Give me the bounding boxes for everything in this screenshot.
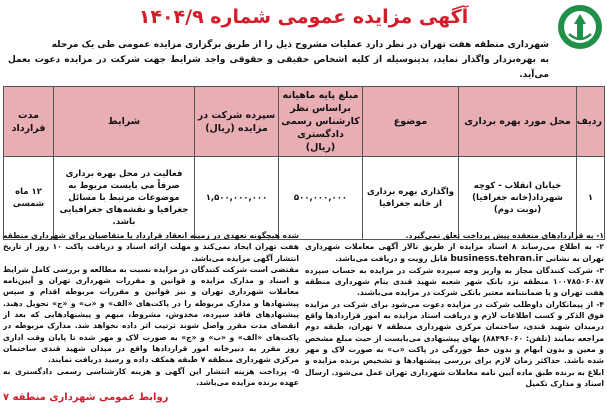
footer-signature: روابط عمومی شهرداری منطقه ۷ bbox=[3, 392, 169, 404]
intro-text bbox=[8, 38, 549, 83]
table-row bbox=[4, 157, 605, 240]
clause-2-tail: قابل رویت و دریافت می‌باشد. bbox=[335, 253, 448, 263]
cell-location: خیابان انقلاب - کوچه شهرداد(خانه جغرافیا)(نوبت دوم) bbox=[459, 157, 577, 240]
clause-submission: مقتضی است شرکت کنندگان در مزایده نسبت به مطالعه و بررسی کامل شرایط و اسناد و مدارک مزایده و قوانین و مقررات شهرداری تهران و آیین‌نامه معاملات شهرداری تهران و نیز قوانین و مقررات مربوطه اقدام و سپس پیشنهادها و مدارک مربوطه را در پاکت‌های «الف» و «ب» و «ج» تحویل دهند. پیشنهادهای فاقد سپرده، مخدوش، مشروط، مبهم و پیشنهادهایی که بعد از انقضای مدت مقرر واصل شوند ترتیب اثر داده نخواهد شد. مدارک مربوطه در پاکت‌های «الف» و «ب» و «ج» به صورت لاک و مهر شده تا پایان وقت اداری روز مقرر به دبیرخانه امور قراردادها واقع در میدان شهید قندی ساختمان مرکزی شهرداری منطقه ۷ طبقه همکف داده و رسید دریافت نمایند. bbox=[3, 264, 299, 365]
page-title: آگهی مزایده عمومی شماره ۱۴۰۴/۹ bbox=[138, 6, 469, 28]
header-row-number: ردیف bbox=[577, 87, 605, 157]
cell-row-number: ۱ bbox=[577, 157, 605, 240]
business-tehran-link[interactable]: business.tehran.ir bbox=[450, 253, 543, 264]
table-header-row bbox=[4, 87, 605, 157]
clause-4: ۴- از پیمانکاران داوطلب شرکت در مزایده دعوت می‌شود برای شرکت در مزایده فوق الذکر و کسب اطلاعات لازم و دریافت اسناد مزایده به امور قراردادها واقع درمیدان شهید قندی، ساختمان مرکزی شهرداری منطقه ۷ تهران، طبقه دوم مراجعه نمایند (تلفن: ۸۸۴۹۶۰۶۰) بهای پیشنهادی می‌بایست از حیث مبلغ مشخص و معین و بدون ابهام و بدون خط خوردگی در پاکت «ب» به صورت لاک و مهر شده باشد. حداکثر زمان لازم برای بررسی پیشنهادها و تشخیص برنده مزایده و ابلاغ به برنده طبق ماده آیین نامه معاملات شهرداری تهران عمل می‌شود. ارسال اسناد و مدارک تکمیل bbox=[305, 299, 604, 388]
header-conditions: شرایط bbox=[54, 87, 195, 157]
cell-conditions: فعالیت در محل بهره برداری صرفاً می بایست مربوط به موضوعات مرتبط با مسائل جغرافیا و نقشه‌های جغرافیایی باشد. bbox=[54, 157, 195, 240]
clause-3: ۳- شرکت کنندگان مجاز به واریز وجه سپرده شرکت در مزایده به حساب سپرده ۱۰۰۷۸۵۰۶۰۸۷ منطقه نزد بانک شهر شعبه شهید قندی بنام شهرداری منطقه هفت تهران و یا ضمانتنامه معتبر بانکی شرکت در مزایده می‌باشند. bbox=[305, 265, 604, 298]
header-base-price: مبلغ پایه ماهیانه براساس نظر کارشناس رسمی دادگستری (ریال) bbox=[279, 87, 363, 157]
clause-4-continued: شده هیچگونه تعهدی در زمینه انعقاد قرارداد با متقاضیان برای شهرداری منطقه هفت تهران ایجاد نمی‌کند و مهلت ارائه اسناد و دریافت پاکت ۱۰ روز از تاریخ انتشار آگهی مزایده می‌باشد. bbox=[3, 231, 299, 263]
notice-body bbox=[3, 230, 604, 413]
header-location: محل مورد بهره برداری bbox=[459, 87, 577, 157]
intro-line-2: به بهره‌بردار واگذار نماید، بدینوسیله از کلیه اشخاص حقیقی و حقوقی واجد شرایط جهت شرکت در مزایده دعوت بعمل می‌آید. bbox=[8, 55, 549, 80]
auction-table bbox=[3, 86, 605, 240]
body-column-left bbox=[3, 230, 299, 413]
header-subject: موضوع bbox=[363, 87, 459, 157]
clause-2 bbox=[305, 241, 604, 265]
cell-base-price: ۵۰۰,۰۰۰,۰۰۰ bbox=[279, 157, 363, 240]
cell-deposit: ۱,۵۰۰,۰۰۰,۰۰۰ bbox=[195, 157, 279, 240]
header-duration: مدت قرارداد bbox=[4, 87, 54, 157]
clause-5: ۵- پرداخت هزینه انتشار این آگهی و هزینه کارشناسی رسمی دادگستری به عهده برنده مزایده می‌باشد. bbox=[3, 366, 299, 387]
header bbox=[0, 0, 607, 36]
cell-subject: واگذاری بهره برداری از خانه جغرافیا bbox=[363, 157, 459, 240]
cell-duration: ۱۲ ماه شمسی bbox=[4, 157, 54, 240]
clause-2-text: ۲- به اطلاع می‌رساند ۸ اسناد مزایده از طریق تالار آگهی معاملات شهرداری تهران به نشانی bbox=[305, 242, 604, 263]
clause-1: ۱- به قراردادهای منعقده پیش پرداخت تعلق نمی‌گیرد. bbox=[405, 231, 604, 240]
body-column-right bbox=[305, 230, 604, 413]
intro-line-1: شهرداری منطقه هفت تهران در نظر دارد عملیات مشروح ذیل را از طریق برگزاری مزایده عمومی طی یک مرحله bbox=[51, 40, 549, 50]
header-deposit: سپرده شرکت در مزایده (ریال) bbox=[195, 87, 279, 157]
